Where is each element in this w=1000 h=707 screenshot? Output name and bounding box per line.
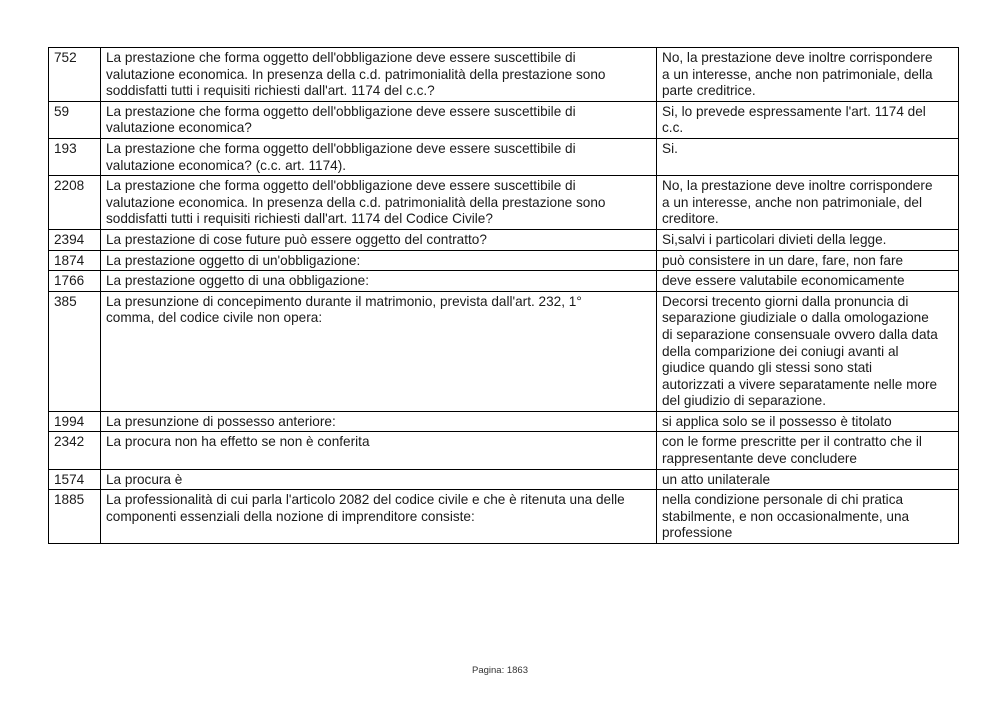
table-row (49, 271, 959, 292)
question-text: La presunzione di possesso anteriore: (101, 411, 657, 432)
question-text: La professionalità di cui parla l'articolo 2082 del codice civile e che è ritenuta una delle componenti essenziali della nozione di imprenditore consiste: (101, 490, 657, 544)
question-text: La prestazione oggetto di una obbligazione: (101, 271, 657, 292)
question-text: La presunzione di concepimento durante il matrimonio, prevista dall'art. 232, 1° comma, del codice civile non opera: (101, 291, 657, 411)
answer-text: No, la prestazione deve inoltre corrispondere a un interesse, anche non patrimoniale, della parte creditrice. (657, 48, 959, 102)
table-row (49, 48, 959, 102)
answer-text: un atto unilaterale (657, 469, 959, 490)
question-number: 752 (49, 48, 101, 102)
question-number: 193 (49, 138, 101, 175)
question-number: 1574 (49, 469, 101, 490)
answer-text: No, la prestazione deve inoltre corrispondere a un interesse, anche non patrimoniale, del creditore. (657, 176, 959, 230)
table-row (49, 469, 959, 490)
answer-text: può consistere in un dare, fare, non fare (657, 250, 959, 271)
question-text: La procura non ha effetto se non è conferita (101, 432, 657, 469)
question-number: 1874 (49, 250, 101, 271)
question-text: La prestazione che forma oggetto dell'obbligazione deve essere suscettibile di valutazione economica. In presenza della c.d. patrimonialità della prestazione sono soddisfatti tutti i requisiti richiesti dall'art. 1174 del Codice Civile? (101, 176, 657, 230)
table-row (49, 411, 959, 432)
table-row (49, 101, 959, 138)
table-row (49, 432, 959, 469)
question-text: La prestazione di cose future può essere oggetto del contratto? (101, 229, 657, 250)
question-text: La procura è (101, 469, 657, 490)
question-text: La prestazione che forma oggetto dell'obbligazione deve essere suscettibile di valutazione economica? (101, 101, 657, 138)
question-number: 1766 (49, 271, 101, 292)
question-number: 2394 (49, 229, 101, 250)
answer-text: con le forme prescritte per il contratto che il rappresentante deve concludere (657, 432, 959, 469)
table-row (49, 138, 959, 175)
table-row (49, 229, 959, 250)
page-number: Pagina: 1863 (472, 665, 528, 676)
question-text: La prestazione che forma oggetto dell'obbligazione deve essere suscettibile di valutazione economica? (c.c. art. 1174). (101, 138, 657, 175)
answer-text: Decorsi trecento giorni dalla pronuncia di separazione giudiziale o dalla omologazione di separazione consensuale ovvero dalla data della comparizione dei coniugi avanti al giudice quando gli stessi sono stati autorizzati a vivere separatamente nelle more del giudizio di separazione. (657, 291, 959, 411)
qa-table (48, 47, 959, 544)
answer-text: Si, lo prevede espressamente l'art. 1174 del c.c. (657, 101, 959, 138)
answer-text: Si,salvi i particolari divieti della legge. (657, 229, 959, 250)
question-number: 2208 (49, 176, 101, 230)
question-number: 1994 (49, 411, 101, 432)
table-row (49, 250, 959, 271)
question-number: 2342 (49, 432, 101, 469)
answer-text: deve essere valutabile economicamente (657, 271, 959, 292)
table-row (49, 291, 959, 411)
table-row (49, 490, 959, 544)
qa-table-body (49, 48, 959, 544)
answer-text: si applica solo se il possesso è titolato (657, 411, 959, 432)
question-text: La prestazione che forma oggetto dell'obbligazione deve essere suscettibile di valutazione economica. In presenza della c.d. patrimonialità della prestazione sono soddisfatti tutti i requisiti richiesti dall'art. 1174 del c.c.? (101, 48, 657, 102)
question-number: 385 (49, 291, 101, 411)
table-row (49, 176, 959, 230)
answer-text: Si. (657, 138, 959, 175)
answer-text: nella condizione personale di chi pratica stabilmente, e non occasionalmente, una professione (657, 490, 959, 544)
question-text: La prestazione oggetto di un'obbligazione: (101, 250, 657, 271)
question-number: 59 (49, 101, 101, 138)
question-number: 1885 (49, 490, 101, 544)
